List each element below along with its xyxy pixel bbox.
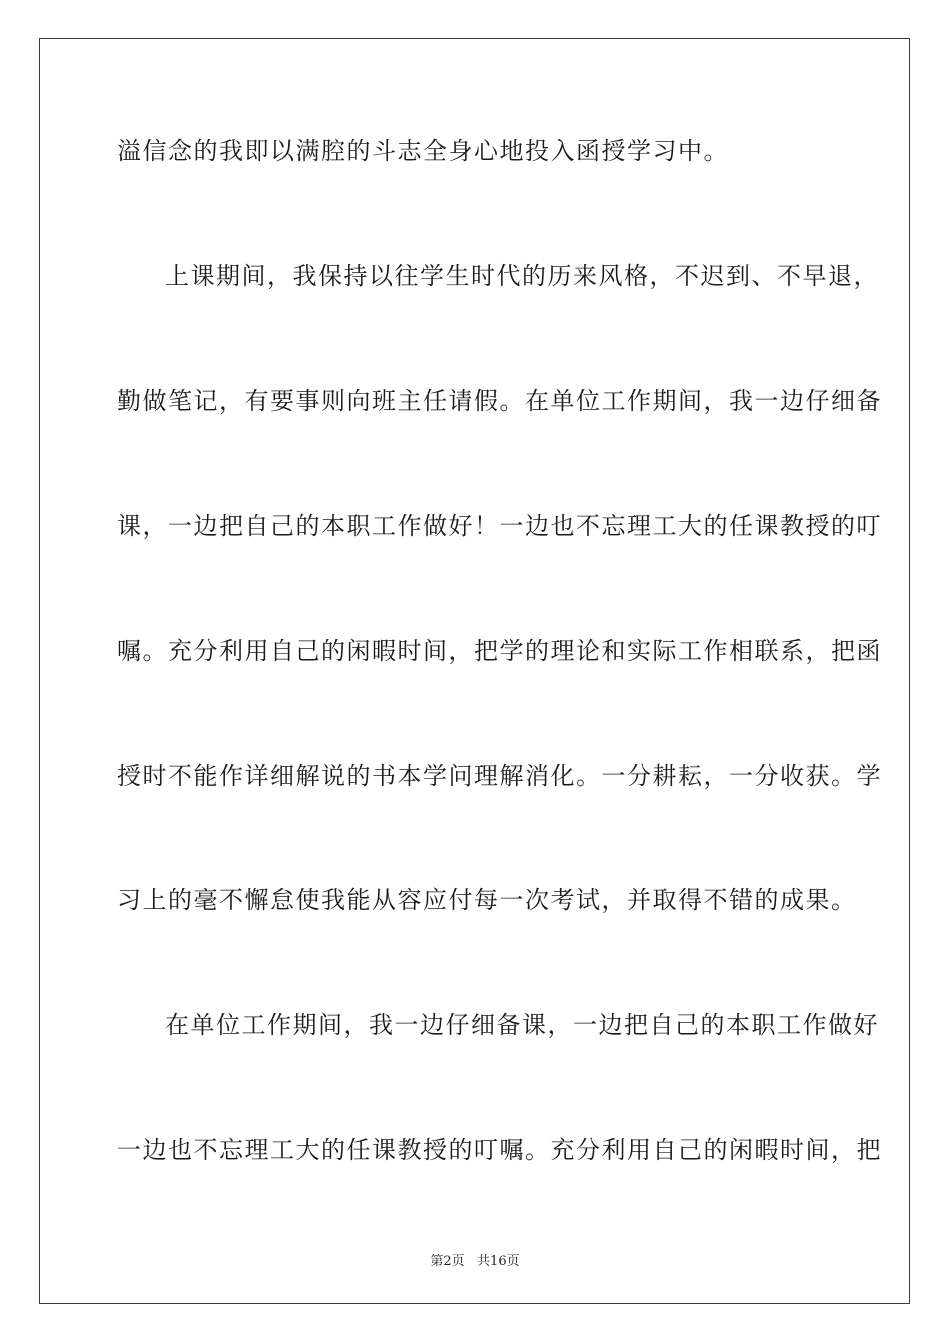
page-number-footer: 第2页 共16页 (430, 1254, 520, 1269)
body-text-line: 课，一边把自己的本职工作做好！一边也不忘理工大的任课教授的叮 (117, 512, 882, 540)
body-text-line: 上课期间，我保持以往学生时代的历来风格，不迟到、不早退， (165, 262, 879, 290)
body-text-line: 习上的毫不懈怠使我能从容应付每一次考试，并取得不错的成果。 (117, 886, 857, 914)
body-text-line: 嘱。充分利用自己的闲暇时间，把学的理论和实际工作相联系，把函 (117, 637, 882, 665)
body-text-line: 授时不能作详细解说的书本学问理解消化。一分耕耘，一分收获。学 (117, 762, 882, 790)
body-text-line: 勤做笔记，有要事则向班主任请假。在单位工作期间，我一边仔细备 (117, 387, 882, 415)
body-text-line: 在单位工作期间，我一边仔细备课，一边把自己的本职工作做好 (165, 1011, 879, 1039)
body-text-line: 溢信念的我即以满腔的斗志全身心地投入函授学习中。 (117, 137, 729, 165)
body-text-line: 一边也不忘理工大的任课教授的叮嘱。充分利用自己的闲暇时间，把 (117, 1136, 882, 1164)
page-border (39, 38, 910, 1304)
